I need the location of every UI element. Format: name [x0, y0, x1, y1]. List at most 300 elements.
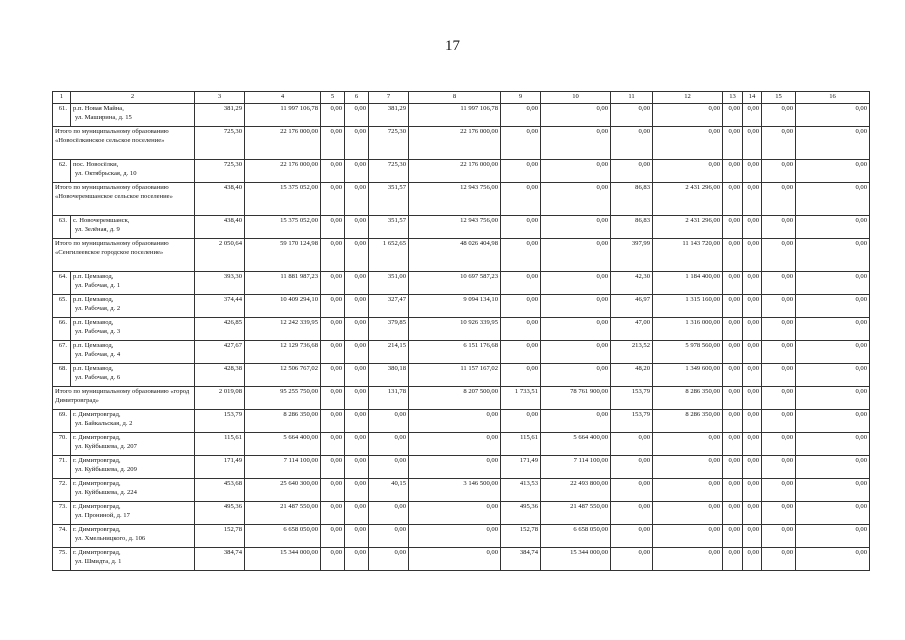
address-line-2: ул. Байкальская, д. 2	[75, 420, 133, 427]
value-cell: 0,00	[501, 318, 541, 341]
address-line-1: р.п. Новая Майна,	[73, 105, 124, 112]
table-row	[53, 479, 870, 502]
value-cell: 11 157 167,02	[409, 364, 501, 387]
address-line-1: с. Новочеремшанск,	[73, 217, 130, 224]
value-cell: 0,00	[723, 160, 743, 183]
value-cell: 95 255 750,00	[245, 387, 321, 410]
value-cell: 0,00	[409, 456, 501, 479]
value-cell: 0,00	[611, 433, 653, 456]
value-cell: 8 286 350,00	[653, 410, 723, 433]
value-cell: 0,00	[345, 364, 369, 387]
value-cell: 384,74	[501, 548, 541, 571]
value-cell: 0,00	[501, 127, 541, 160]
value-cell: 0,00	[723, 548, 743, 571]
column-header: 12	[653, 92, 723, 104]
value-cell: 22 493 800,00	[541, 479, 611, 502]
address-cell	[71, 548, 195, 571]
value-cell: 9 094 134,10	[409, 295, 501, 318]
value-cell: 0,00	[762, 387, 796, 410]
address-cell	[71, 341, 195, 364]
value-cell: 0,00	[796, 502, 870, 525]
address-line-2: ул. Рабочая, д. 3	[75, 328, 121, 335]
value-cell: 0,00	[723, 502, 743, 525]
value-cell: 22 176 000,00	[245, 160, 321, 183]
address-line-2: ул. Маширина, д. 15	[75, 114, 132, 121]
value-cell: 0,00	[369, 433, 409, 456]
value-cell: 0,00	[409, 502, 501, 525]
value-cell: 0,00	[796, 341, 870, 364]
row-number: 65.	[53, 295, 71, 318]
header-row	[53, 92, 870, 104]
value-cell: 11 143 720,00	[653, 239, 723, 272]
row-number: 71.	[53, 456, 71, 479]
value-cell: 0,00	[796, 183, 870, 216]
value-cell: 495,36	[195, 502, 245, 525]
value-cell: 393,30	[195, 272, 245, 295]
value-cell: 0,00	[541, 341, 611, 364]
table-row	[53, 216, 870, 239]
value-cell: 0,00	[796, 525, 870, 548]
value-cell: 0,00	[796, 433, 870, 456]
value-cell: 725,30	[369, 160, 409, 183]
value-cell: 6 658 050,00	[245, 525, 321, 548]
address-line-2: ул. Зелёная, д. 9	[75, 226, 120, 233]
value-cell: 5 978 560,00	[653, 341, 723, 364]
value-cell: 426,85	[195, 318, 245, 341]
table-row	[53, 456, 870, 479]
value-cell: 413,53	[501, 479, 541, 502]
value-cell: 0,00	[541, 127, 611, 160]
value-cell: 0,00	[796, 239, 870, 272]
column-header: 1	[53, 92, 71, 104]
value-cell: 0,00	[723, 433, 743, 456]
value-cell: 0,00	[743, 272, 762, 295]
value-cell: 22 176 000,00	[245, 127, 321, 160]
value-cell: 0,00	[762, 183, 796, 216]
value-cell: 0,00	[796, 216, 870, 239]
row-number: 73.	[53, 502, 71, 525]
value-cell: 0,00	[743, 318, 762, 341]
value-cell: 115,61	[501, 433, 541, 456]
value-cell: 0,00	[762, 239, 796, 272]
value-cell: 2 431 296,00	[653, 216, 723, 239]
value-cell: 0,00	[321, 456, 345, 479]
address-cell	[71, 433, 195, 456]
address-cell	[71, 456, 195, 479]
value-cell: 0,00	[501, 183, 541, 216]
value-cell: 0,00	[653, 479, 723, 502]
value-cell: 0,00	[501, 410, 541, 433]
value-cell: 495,36	[501, 502, 541, 525]
column-header: 6	[345, 92, 369, 104]
value-cell: 379,85	[369, 318, 409, 341]
value-cell: 12 943 756,00	[409, 216, 501, 239]
value-cell: 381,29	[369, 104, 409, 127]
address-line-1: р.п. Цемзавод,	[73, 296, 114, 303]
value-cell: 1 349 600,00	[653, 364, 723, 387]
value-cell: 0,00	[611, 456, 653, 479]
value-cell: 0,00	[762, 410, 796, 433]
table-row	[53, 410, 870, 433]
address-line-1: г. Димитровград,	[73, 457, 121, 464]
address-cell	[71, 216, 195, 239]
value-cell: 47,00	[611, 318, 653, 341]
value-cell: 0,00	[345, 272, 369, 295]
value-cell: 21 487 550,00	[541, 502, 611, 525]
value-cell: 0,00	[321, 433, 345, 456]
value-cell: 0,00	[743, 364, 762, 387]
value-cell: 0,00	[321, 318, 345, 341]
table-row	[53, 433, 870, 456]
value-cell: 0,00	[345, 341, 369, 364]
address-line-1: пос. Новосёлки,	[73, 161, 119, 168]
address-line-1: г. Димитровград,	[73, 434, 121, 441]
row-number: 66.	[53, 318, 71, 341]
value-cell: 0,00	[321, 410, 345, 433]
value-cell: 0,00	[345, 127, 369, 160]
table-row	[53, 364, 870, 387]
address-line-1: г. Димитровград,	[73, 480, 121, 487]
value-cell: 725,30	[195, 127, 245, 160]
column-header: 9	[501, 92, 541, 104]
table-row	[53, 104, 870, 127]
value-cell: 8 207 500,00	[409, 387, 501, 410]
value-cell: 0,00	[796, 410, 870, 433]
value-cell: 15 375 052,00	[245, 183, 321, 216]
value-cell: 0,00	[762, 525, 796, 548]
value-cell: 0,00	[653, 548, 723, 571]
value-cell: 351,57	[369, 183, 409, 216]
value-cell: 2 019,08	[195, 387, 245, 410]
value-cell: 152,78	[195, 525, 245, 548]
value-cell: 0,00	[409, 410, 501, 433]
value-cell: 0,00	[723, 295, 743, 318]
value-cell: 0,00	[743, 548, 762, 571]
value-cell: 0,00	[345, 387, 369, 410]
value-cell: 0,00	[762, 318, 796, 341]
value-cell: 0,00	[723, 104, 743, 127]
value-cell: 0,00	[345, 456, 369, 479]
value-cell: 0,00	[743, 183, 762, 216]
value-cell: 0,00	[321, 387, 345, 410]
value-cell: 0,00	[796, 456, 870, 479]
value-cell: 0,00	[743, 410, 762, 433]
value-cell: 0,00	[743, 479, 762, 502]
value-cell: 0,00	[743, 295, 762, 318]
address-cell	[71, 272, 195, 295]
address-line-2: ул. Хмельницкого, д. 106	[75, 535, 146, 542]
value-cell: 0,00	[345, 216, 369, 239]
value-cell: 0,00	[762, 127, 796, 160]
value-cell: 0,00	[762, 160, 796, 183]
value-cell: 22 176 000,00	[409, 127, 501, 160]
value-cell: 0,00	[743, 433, 762, 456]
row-number: 68.	[53, 364, 71, 387]
address-line-1: р.п. Цемзавод,	[73, 273, 114, 280]
value-cell: 725,30	[369, 127, 409, 160]
address-line-1: р.п. Цемзавод,	[73, 319, 114, 326]
value-cell: 214,15	[369, 341, 409, 364]
value-cell: 0,00	[743, 341, 762, 364]
address-line-2: ул. Шмидта, д. 1	[75, 558, 122, 565]
value-cell: 0,00	[321, 548, 345, 571]
value-cell: 1 652,65	[369, 239, 409, 272]
address-line-2: ул. Куйбышева, д. 207	[75, 443, 137, 450]
value-cell: 0,00	[723, 387, 743, 410]
address-line-2: ул. Рабочая, д. 4	[75, 351, 121, 358]
value-cell: 78 761 900,00	[541, 387, 611, 410]
address-cell	[71, 525, 195, 548]
column-header: 2	[71, 92, 195, 104]
value-cell: 0,00	[541, 104, 611, 127]
column-header: 5	[321, 92, 345, 104]
value-cell: 0,00	[321, 479, 345, 502]
value-cell: 153,79	[195, 410, 245, 433]
value-cell: 1 184 400,00	[653, 272, 723, 295]
value-cell: 131,78	[369, 387, 409, 410]
value-cell: 0,00	[369, 525, 409, 548]
total-label: Итого по муниципальному образованию «Сенгилеевское городское поселение»	[53, 239, 195, 272]
value-cell: 2 431 296,00	[653, 183, 723, 216]
address-line-2: ул. Рабочая, д. 1	[75, 282, 121, 289]
value-cell: 0,00	[541, 239, 611, 272]
value-cell: 438,40	[195, 183, 245, 216]
value-cell: 0,00	[796, 387, 870, 410]
value-cell: 0,00	[501, 364, 541, 387]
value-cell: 0,00	[796, 272, 870, 295]
value-cell: 152,78	[501, 525, 541, 548]
value-cell: 0,00	[321, 104, 345, 127]
value-cell: 327,47	[369, 295, 409, 318]
address-cell	[71, 318, 195, 341]
value-cell: 15 344 000,00	[541, 548, 611, 571]
value-cell: 0,00	[611, 127, 653, 160]
value-cell: 153,79	[611, 410, 653, 433]
value-cell: 21 487 550,00	[245, 502, 321, 525]
column-header: 14	[743, 92, 762, 104]
value-cell: 0,00	[501, 295, 541, 318]
total-row	[53, 387, 870, 410]
value-cell: 0,00	[501, 341, 541, 364]
value-cell: 0,00	[723, 272, 743, 295]
table-row	[53, 525, 870, 548]
value-cell: 0,00	[611, 479, 653, 502]
address-cell	[71, 160, 195, 183]
row-number: 67.	[53, 341, 71, 364]
table-row	[53, 295, 870, 318]
value-cell: 0,00	[743, 456, 762, 479]
value-cell: 0,00	[762, 502, 796, 525]
value-cell: 0,00	[743, 387, 762, 410]
value-cell: 0,00	[743, 216, 762, 239]
value-cell: 0,00	[501, 216, 541, 239]
total-row	[53, 127, 870, 160]
value-cell: 0,00	[321, 239, 345, 272]
value-cell: 48 026 404,98	[409, 239, 501, 272]
row-number: 61.	[53, 104, 71, 127]
value-cell: 0,00	[796, 479, 870, 502]
value-cell: 0,00	[796, 127, 870, 160]
value-cell: 0,00	[321, 272, 345, 295]
value-cell: 0,00	[723, 216, 743, 239]
value-cell: 0,00	[321, 341, 345, 364]
table-row	[53, 341, 870, 364]
page-number: 17	[445, 38, 460, 54]
value-cell: 59 170 124,98	[245, 239, 321, 272]
value-cell: 351,57	[369, 216, 409, 239]
value-cell: 0,00	[345, 433, 369, 456]
value-cell: 10 409 294,10	[245, 295, 321, 318]
value-cell: 0,00	[345, 525, 369, 548]
value-cell: 171,49	[195, 456, 245, 479]
value-cell: 0,00	[345, 548, 369, 571]
value-cell: 0,00	[796, 160, 870, 183]
value-cell: 25 640 300,00	[245, 479, 321, 502]
value-cell: 0,00	[762, 104, 796, 127]
value-cell: 0,00	[501, 104, 541, 127]
table-row	[53, 548, 870, 571]
value-cell: 0,00	[723, 364, 743, 387]
value-cell: 0,00	[723, 318, 743, 341]
value-cell: 40,15	[369, 479, 409, 502]
value-cell: 10 926 339,95	[409, 318, 501, 341]
value-cell: 0,00	[653, 456, 723, 479]
value-cell: 0,00	[723, 127, 743, 160]
value-cell: 0,00	[762, 341, 796, 364]
value-cell: 0,00	[653, 160, 723, 183]
value-cell: 12 943 756,00	[409, 183, 501, 216]
value-cell: 7 114 100,00	[245, 456, 321, 479]
value-cell: 22 176 000,00	[409, 160, 501, 183]
address-line-1: г. Димитровград,	[73, 549, 121, 556]
value-cell: 0,00	[409, 433, 501, 456]
value-cell: 0,00	[762, 295, 796, 318]
total-row	[53, 239, 870, 272]
value-cell: 0,00	[321, 502, 345, 525]
address-line-2: ул. Прониной, д. 17	[75, 512, 130, 519]
value-cell: 171,49	[501, 456, 541, 479]
value-cell: 0,00	[321, 216, 345, 239]
address-line-2: ул. Рабочая, д. 2	[75, 305, 121, 312]
row-number: 62.	[53, 160, 71, 183]
value-cell: 0,00	[796, 318, 870, 341]
row-number: 74.	[53, 525, 71, 548]
value-cell: 384,74	[195, 548, 245, 571]
value-cell: 0,00	[345, 410, 369, 433]
value-cell: 0,00	[743, 502, 762, 525]
value-cell: 427,67	[195, 341, 245, 364]
value-cell: 5 664 400,00	[541, 433, 611, 456]
address-cell	[71, 502, 195, 525]
value-cell: 0,00	[762, 364, 796, 387]
value-cell: 86,83	[611, 183, 653, 216]
value-cell: 0,00	[345, 479, 369, 502]
value-cell: 8 286 350,00	[653, 387, 723, 410]
column-header: 4	[245, 92, 321, 104]
value-cell: 0,00	[796, 104, 870, 127]
value-cell: 0,00	[345, 104, 369, 127]
address-line-1: г. Димитровград,	[73, 411, 121, 418]
value-cell: 0,00	[369, 548, 409, 571]
value-cell: 0,00	[541, 216, 611, 239]
value-cell: 0,00	[345, 318, 369, 341]
value-cell: 0,00	[723, 183, 743, 216]
value-cell: 0,00	[653, 104, 723, 127]
value-cell: 46,97	[611, 295, 653, 318]
table-row	[53, 502, 870, 525]
row-number: 69.	[53, 410, 71, 433]
column-header: 13	[723, 92, 743, 104]
column-header: 11	[611, 92, 653, 104]
value-cell: 0,00	[653, 525, 723, 548]
value-cell: 0,00	[743, 160, 762, 183]
value-cell: 0,00	[369, 410, 409, 433]
value-cell: 3 146 500,00	[409, 479, 501, 502]
row-number: 64.	[53, 272, 71, 295]
value-cell: 0,00	[369, 456, 409, 479]
row-number: 63.	[53, 216, 71, 239]
value-cell: 0,00	[723, 410, 743, 433]
value-cell: 0,00	[541, 295, 611, 318]
value-cell: 0,00	[762, 272, 796, 295]
value-cell: 0,00	[321, 364, 345, 387]
address-line-2: ул. Куйбышева, д. 209	[75, 466, 137, 473]
value-cell: 0,00	[743, 104, 762, 127]
value-cell: 0,00	[762, 456, 796, 479]
value-cell: 153,79	[611, 387, 653, 410]
value-cell: 428,38	[195, 364, 245, 387]
value-cell: 8 286 350,00	[245, 410, 321, 433]
value-cell: 0,00	[321, 183, 345, 216]
value-cell: 0,00	[321, 525, 345, 548]
value-cell: 0,00	[345, 160, 369, 183]
column-header: 3	[195, 92, 245, 104]
value-cell: 0,00	[796, 364, 870, 387]
row-number: 75.	[53, 548, 71, 571]
value-cell: 15 344 000,00	[245, 548, 321, 571]
value-cell: 0,00	[723, 341, 743, 364]
total-label: Итого по муниципальному образованию «Новосёлкинское сельское поселение»	[53, 127, 195, 160]
value-cell: 0,00	[501, 239, 541, 272]
address-cell	[71, 364, 195, 387]
value-cell: 0,00	[762, 216, 796, 239]
table-row	[53, 160, 870, 183]
value-cell: 0,00	[541, 410, 611, 433]
address-line-2: ул. Октябрьская, д. 10	[75, 170, 137, 177]
total-row	[53, 183, 870, 216]
value-cell: 380,18	[369, 364, 409, 387]
row-number: 70.	[53, 433, 71, 456]
value-cell: 0,00	[653, 127, 723, 160]
value-cell: 438,40	[195, 216, 245, 239]
address-cell	[71, 410, 195, 433]
value-cell: 0,00	[611, 160, 653, 183]
value-cell: 0,00	[762, 479, 796, 502]
value-cell: 0,00	[541, 183, 611, 216]
total-label: Итого по муниципальному образованию «Новочеремшанское сельское поселение»	[53, 183, 195, 216]
value-cell: 115,61	[195, 433, 245, 456]
data-table	[52, 91, 870, 571]
value-cell: 0,00	[762, 548, 796, 571]
value-cell: 2 050,64	[195, 239, 245, 272]
value-cell: 0,00	[345, 295, 369, 318]
value-cell: 0,00	[743, 525, 762, 548]
value-cell: 6 151 176,68	[409, 341, 501, 364]
value-cell: 0,00	[723, 456, 743, 479]
column-header: 7	[369, 92, 409, 104]
value-cell: 0,00	[321, 127, 345, 160]
value-cell: 0,00	[541, 318, 611, 341]
